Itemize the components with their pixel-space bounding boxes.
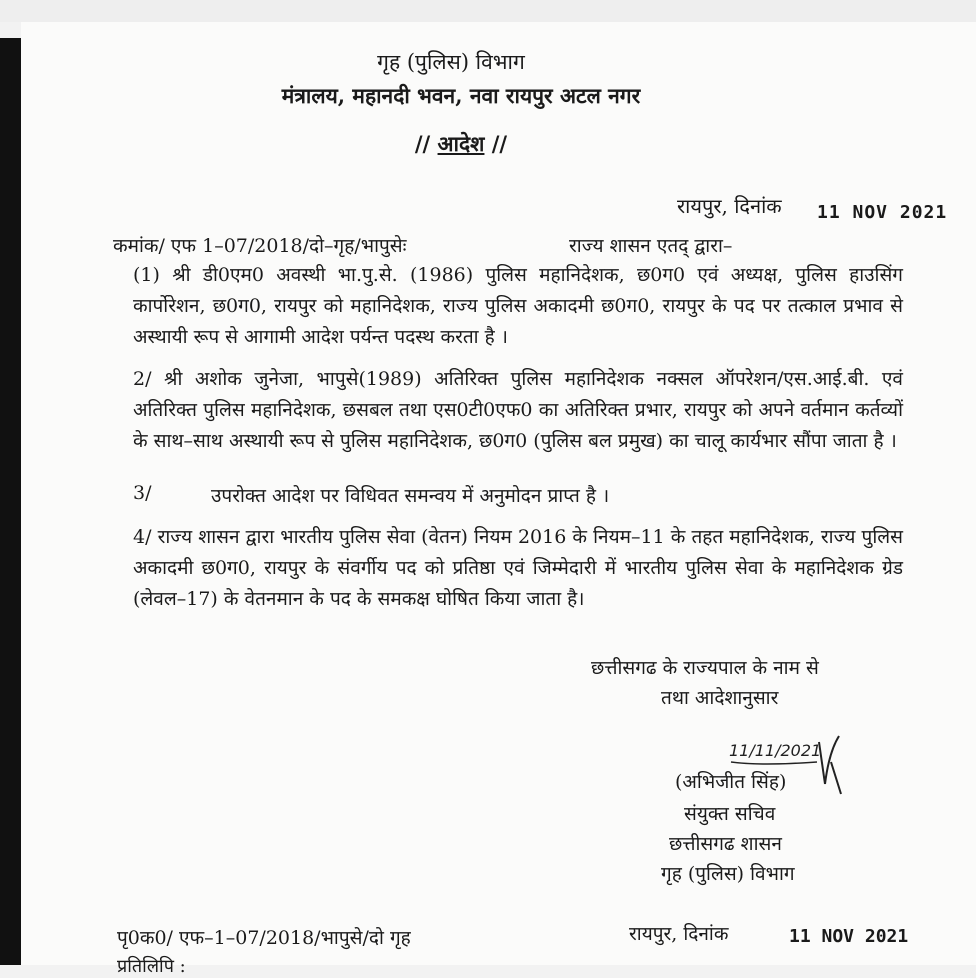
order-heading-suffix: // [484,131,508,156]
signatory-designation: संयुक्त सचिव [684,803,776,825]
dateline-label: रायपुर, दिनांक [677,194,782,218]
scan-background [0,0,976,22]
signature-order-line: तथा आदेशानुसार [661,687,779,709]
signatory-department: गृह (पुलिस) विभाग [661,863,795,885]
paragraph-4: 4/ राज्य शासन द्वारा भारतीय पुलिस सेवा (वेतन) नियम 2016 के नियम–11 के तहत महानिदेशक, राज्य पुलिस अकादमी छ0ग0, रायपुर के संवर्गीय पद को प्रतिष्ठा एवं जिम्मेदारी में भारतीय पुलिस सेवा के महानिदेशक ग्रेड (लेवल–17) के वेतनमान के पद के समकक्ष घोषित किया जाता है। [133,526,903,610]
footer-date-stamp: 11 NOV 2021 [789,926,909,947]
order-title: आदेश [437,131,485,156]
order-heading-prefix: // [414,131,438,156]
scan-dark-edge [0,38,21,965]
endorsement-number: पृ0क0/ एफ–1–07/2018/भापुसे/दो गृह [117,927,411,949]
footer-date-label: रायपुर, दिनांक [629,923,729,945]
reference-preamble: राज्य शासन एतद् द्वारा– [569,235,733,257]
reference-number: कमांक/ एफ 1–07/2018/दो–गृह/भापुसेः [113,235,407,257]
copy-label: प्रतिलिपि : [117,956,186,977]
paragraph-1: (1) श्री डी0एम0 अवस्थी भा.पु.से. (1986) पुलिस महानिदेशक, छ0ग0 एवं अध्यक्ष, पुलिस हाउसिंग कार्पोरेशन, छ0ग0, रायपुर को महानिदेशक, राज्य पुलिस अकादमी छ0ग0, रायपुर के पद पर तत्काल प्रभाव से अस्थायी रूप से आगामी आदेश पर्यन्त पदस्थ करता है । [133,264,903,348]
date-stamp: 11 NOV 2021 [817,202,948,223]
paragraph-2: 2/ श्री अशोक जुनेजा, भापुसे(1989) अतिरिक्त पुलिस महानिदेशक नक्सल ऑपरेशन/एस.आई.बी. एवं अतिरिक्त पुलिस महानिदेशक, छसबल तथा एस0टी0एफ0 का अतिरिक्त प्रभार, रायपुर को अपने वर्तमान कर्तव्यों के साथ–साथ अस्थायी रूप से पुलिस महानिदेशक, छ0ग0 (पुलिस बल प्रमुख) का चालू कार्यभार सौंपा जाता है । [133,368,903,452]
document-page [21,22,976,977]
signature-authority-line: छत्तीसगढ के राज्यपाल के नाम से [591,657,819,679]
department-heading: गृह (पुलिस) विभाग [377,50,525,74]
ministry-address: मंत्रालय, महानदी भवन, नवा रायपुर अटल नगर [281,83,641,108]
order-heading [21,130,901,158]
signatory-government: छत्तीसगढ शासन [669,833,782,855]
paragraph-3-number: 3/ [133,482,152,504]
signatory-name: (अभिजीत सिंह) [675,771,787,793]
handwritten-date: 11/11/2021 [729,741,822,760]
paragraph-3: उपरोक्त आदेश पर विधिवत समन्वय में अनुमोदन प्राप्त है । [211,485,610,507]
